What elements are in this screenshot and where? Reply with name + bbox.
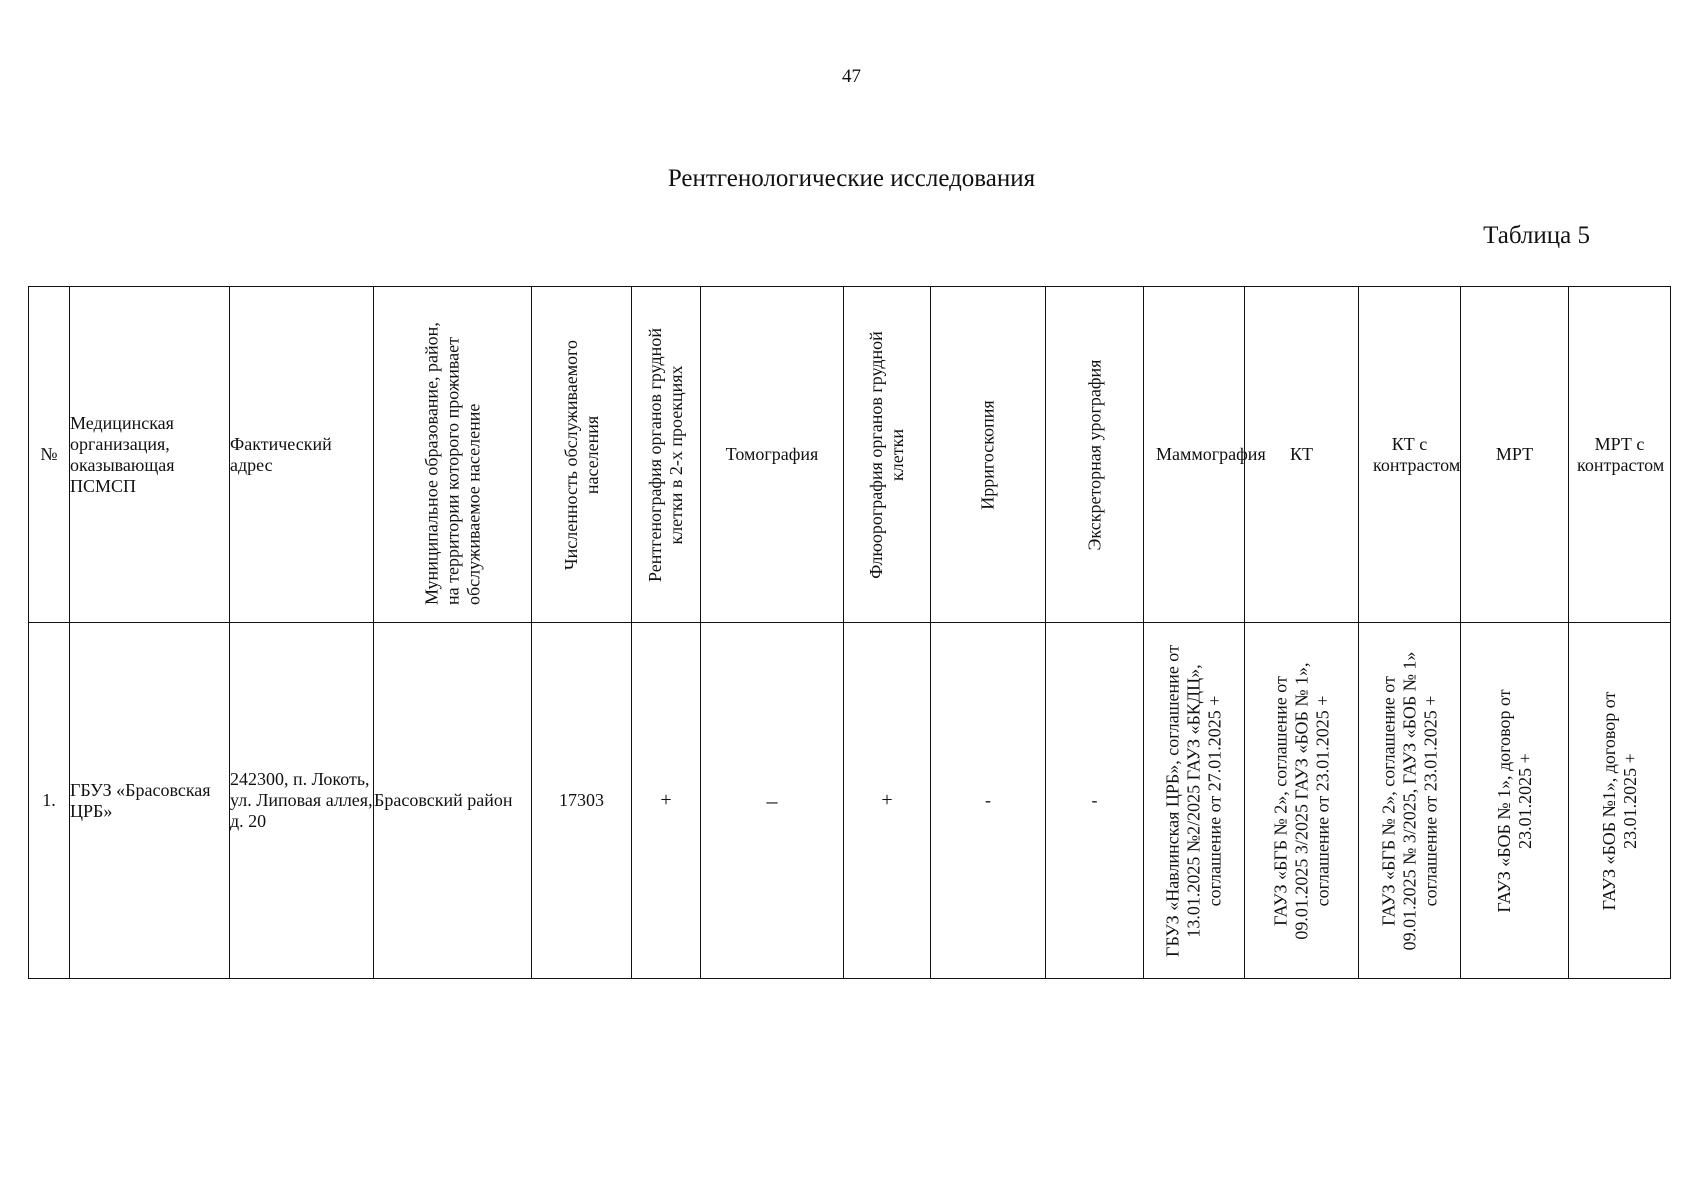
header-ct-contrast: КТ с контрастом <box>1359 287 1461 623</box>
row-population: 17303 <box>532 623 632 979</box>
row-mri <box>1461 623 1569 979</box>
row-mri-contrast <box>1569 623 1671 979</box>
header-address: Фактический адрес <box>230 287 374 623</box>
header-excretory-text: Экскреторная урография <box>1084 359 1104 550</box>
header-population <box>532 287 632 623</box>
header-mri-contrast: МРТ с контрастом <box>1569 287 1671 623</box>
header-tomography: Томография <box>701 287 844 623</box>
header-ct: КТ <box>1245 287 1359 623</box>
row-xray: + <box>632 623 701 979</box>
page-title: Рентгенологические исследования <box>667 165 1036 192</box>
row-ct-text: ГАУЗ «БГБ № 2», соглашение от 09.01.2025 3/2025 ГАУЗ «БОБ № 1», соглашение от 23.01.2025 + <box>1270 661 1332 940</box>
row-ct <box>1245 623 1359 979</box>
row-irrigo: - <box>931 623 1046 979</box>
header-xray-text: Рентгенография органов грудной клетки в 2-х проекциях <box>645 327 686 582</box>
row-ct-contrast-text: ГАУЗ «БГБ № 2», соглашение от 09.01.2025 № 3/2025, ГАУЗ «БОБ № 1» соглашение от 23.01.2025 + <box>1378 651 1440 950</box>
header-org: Медицинская организация, оказывающая ПСМСП <box>70 287 230 623</box>
row-mammo <box>1144 623 1245 979</box>
row-fluoro: + <box>844 623 931 979</box>
header-excretory <box>1046 287 1144 623</box>
row-mri-text: ГАУЗ «БОБ № 1», договор от 23.01.2025 + <box>1493 688 1535 913</box>
row-address: 242300, п. Локоть, ул. Липовая аллея, д. 20 <box>230 623 374 979</box>
row-num: 1. <box>29 623 70 979</box>
header-num: № <box>29 287 70 623</box>
header-mammo: Маммография <box>1144 287 1245 623</box>
row-tomography: – <box>701 623 844 979</box>
header-municipality <box>374 287 532 623</box>
header-fluoro <box>844 287 931 623</box>
header-row <box>29 287 1671 623</box>
table-row <box>29 623 1671 979</box>
header-irrigo-text: Ирригоскопия <box>977 399 998 510</box>
header-irrigo <box>931 287 1046 623</box>
header-mri: МРТ <box>1461 287 1569 623</box>
header-population-text: Численность обслуживаемого населения <box>560 339 602 570</box>
header-xray <box>632 287 701 623</box>
row-mri-contrast-text: ГАУЗ «БОБ №1», договор от 23.01.2025 + <box>1598 691 1640 910</box>
row-municipality: Брасовский район <box>374 623 532 979</box>
page-number: 47 <box>842 66 861 87</box>
row-excretory: - <box>1046 623 1144 979</box>
radiology-table <box>28 286 1671 979</box>
row-ct-contrast <box>1359 623 1461 979</box>
header-municipality-text: Муниципальное образование, район, на территории которого проживает обслуживаемое население <box>421 321 483 605</box>
table-caption: Таблица 5 <box>1483 222 1590 249</box>
header-fluoro-text: Флюорография органов грудной клетки <box>866 330 907 579</box>
row-org: ГБУЗ «Брасовская ЦРБ» <box>70 623 230 979</box>
row-mammo-text: ГБУЗ «Навлинская ЦРБ», соглашение от 13.01.2025 №2/2025 ГАУЗ «БКДЦ», соглашение от 27.01.2025 + <box>1162 644 1225 957</box>
